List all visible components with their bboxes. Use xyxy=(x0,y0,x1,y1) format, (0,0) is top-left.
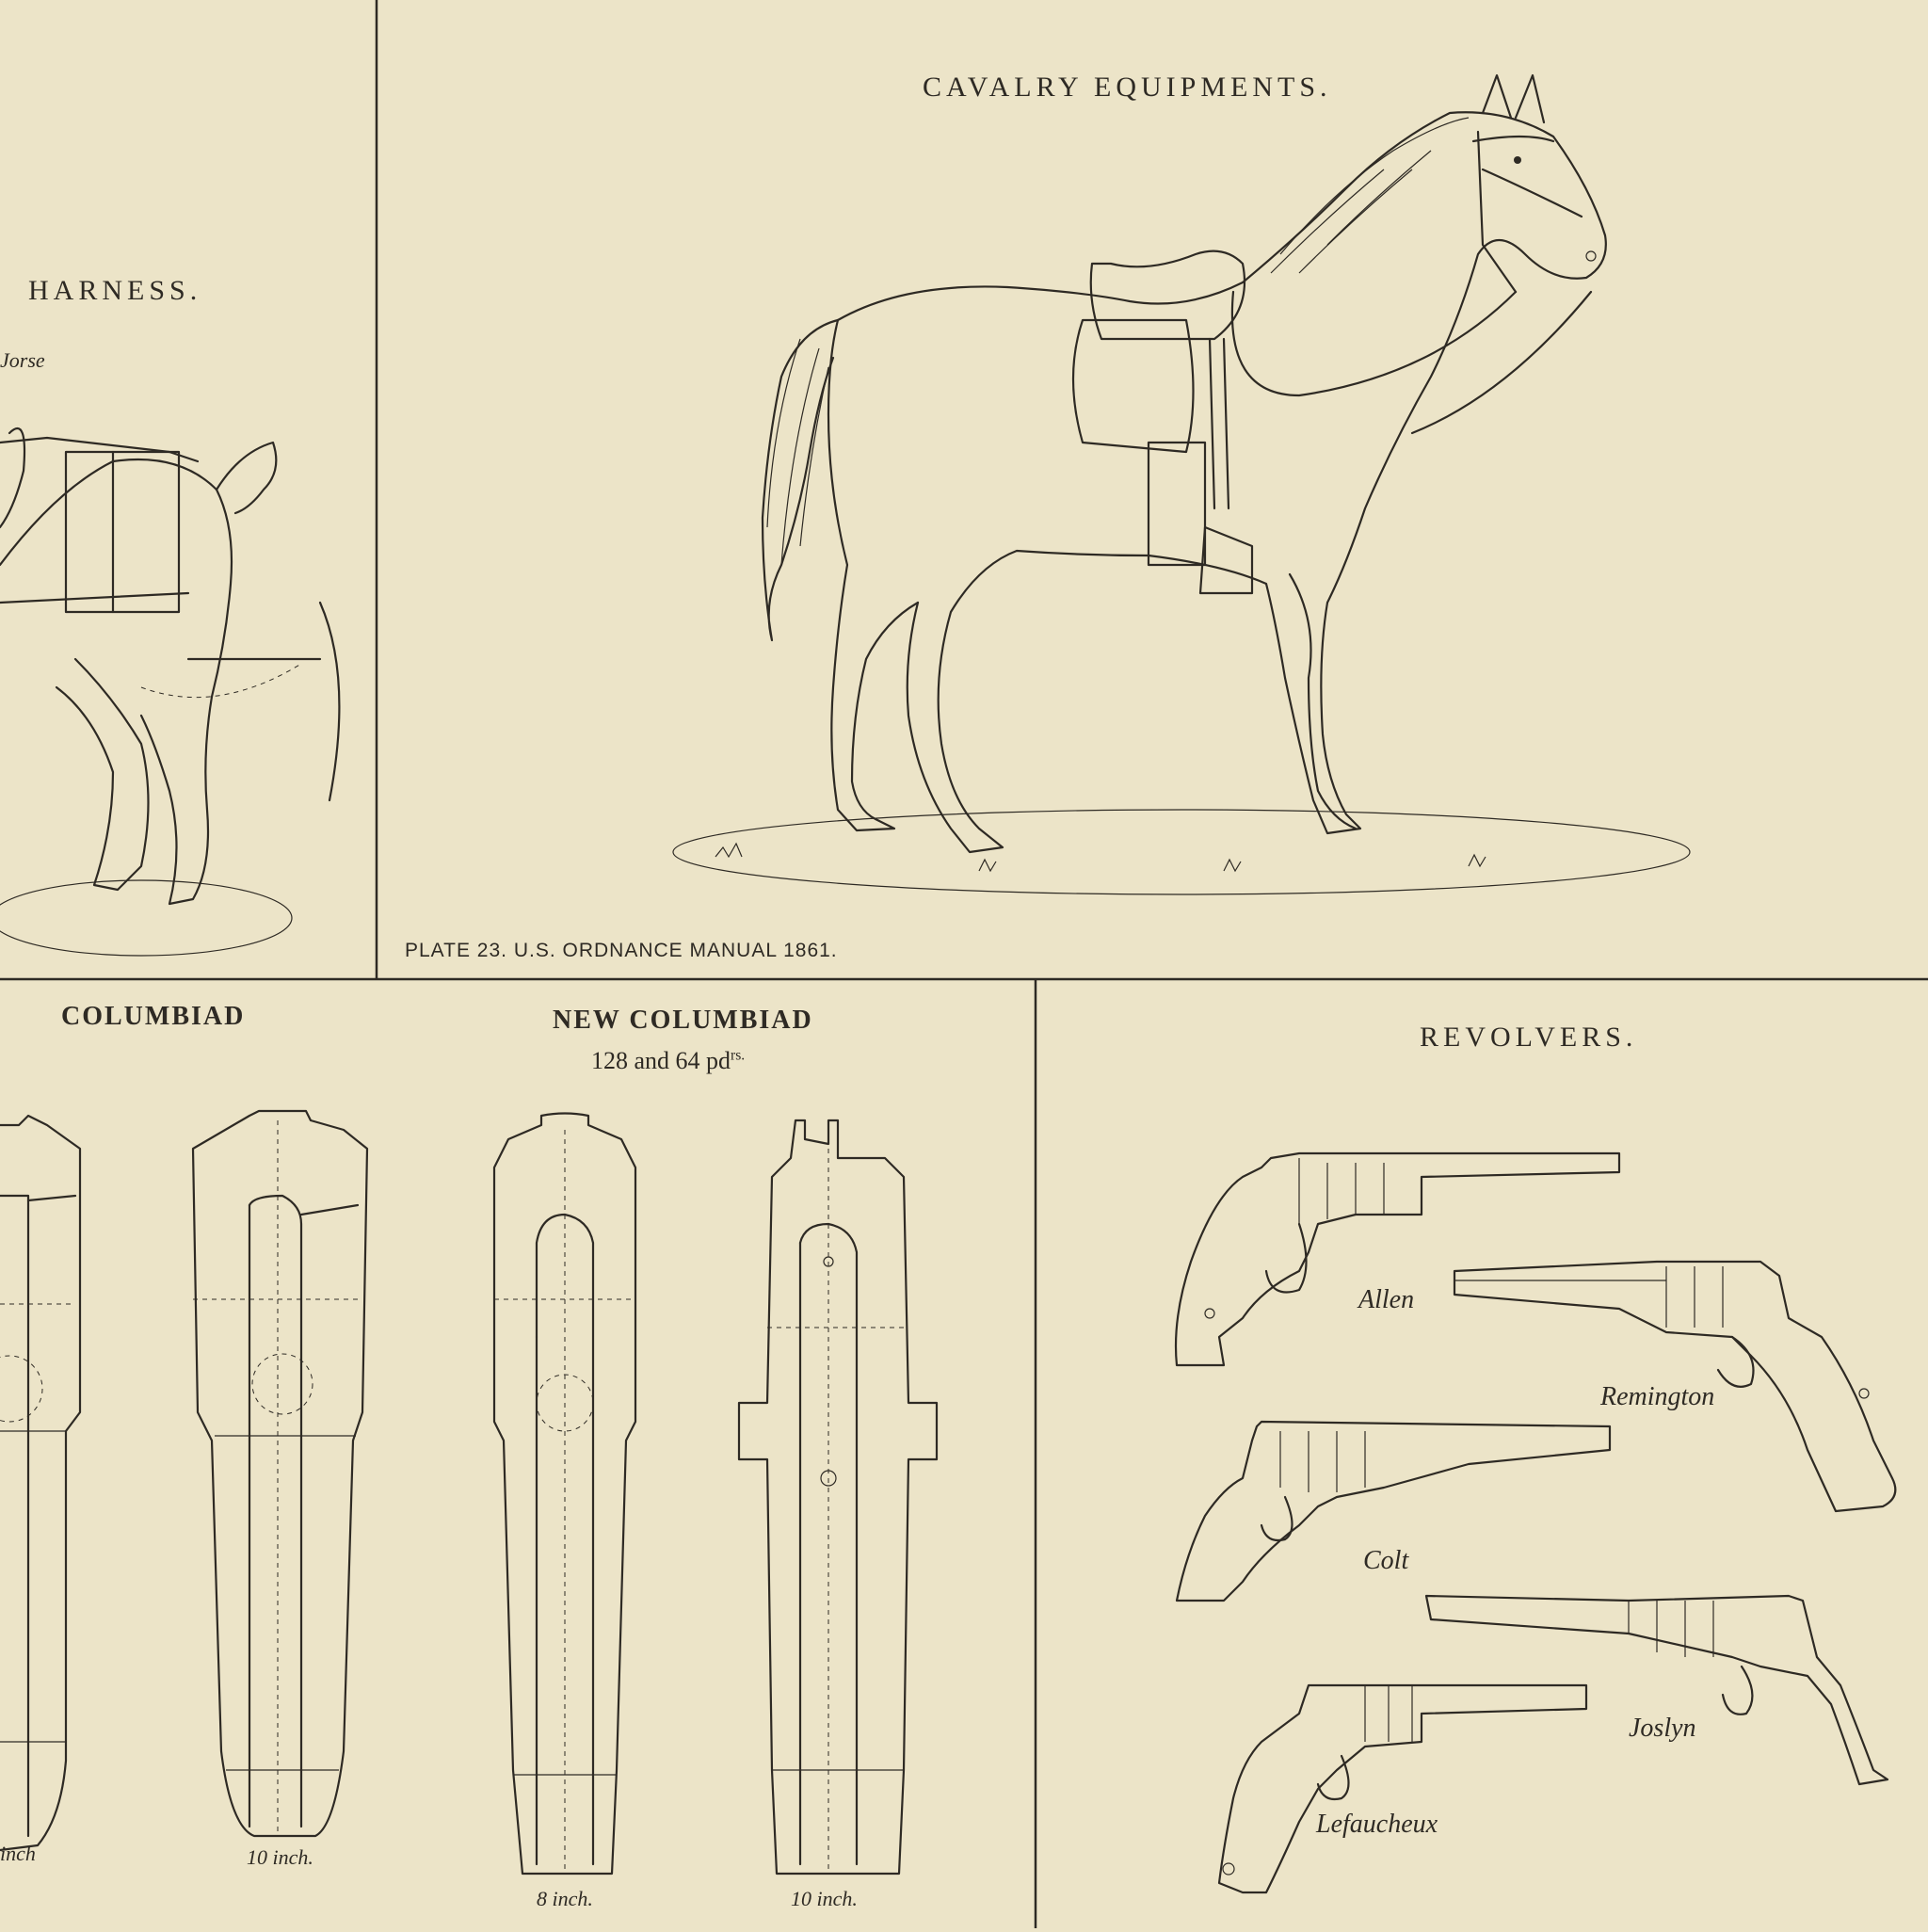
harness-title: HARNESS. xyxy=(28,275,202,306)
columbiad-gun-caption-2: 10 inch. xyxy=(247,1845,313,1869)
revolver-label-lefaucheux: Lefaucheux xyxy=(1316,1810,1438,1839)
new-columbiad-gun-caption-1: 8 inch. xyxy=(537,1887,593,1910)
revolver-label-allen: Allen xyxy=(1358,1285,1415,1314)
revolver-drawings xyxy=(1176,1153,1895,1892)
plate-caption: PLATE 23. U.S. ORDNANCE MANUAL 1861. xyxy=(405,940,838,961)
new-columbiad-subtitle-main: 128 and 64 pd xyxy=(591,1047,731,1074)
new-columbiad-subtitle-sup: rs. xyxy=(731,1047,746,1064)
harness-subtitle: Jorse xyxy=(0,348,45,372)
revolvers-title: REVOLVERS. xyxy=(1420,1022,1638,1053)
new-columbiad-subtitle xyxy=(591,1047,745,1075)
cavalry-horse-illustration xyxy=(673,75,1690,894)
cavalry-title: CAVALRY EQUIPMENTS. xyxy=(923,72,1332,103)
columbiad-title: COLUMBIAD xyxy=(61,1002,246,1031)
columbiad-gun-drawings xyxy=(0,1111,367,1850)
revolver-label-joslyn: Joslyn xyxy=(1629,1714,1696,1743)
harness-horse-illustration xyxy=(0,428,339,956)
lefaucheux-revolver-drawing xyxy=(1219,1685,1586,1892)
allen-revolver-drawing xyxy=(1176,1153,1619,1365)
revolver-label-colt: Colt xyxy=(1363,1546,1409,1575)
new-columbiad-title: NEW COLUMBIAD xyxy=(553,1006,813,1035)
columbiad-gun-caption-1: inch xyxy=(0,1842,36,1865)
joslyn-revolver-drawing xyxy=(1426,1596,1888,1784)
revolver-label-remington: Remington xyxy=(1600,1382,1715,1411)
new-columbiad-gun-drawings xyxy=(494,1114,937,1875)
new-columbiad-gun-caption-2: 10 inch. xyxy=(791,1887,858,1910)
